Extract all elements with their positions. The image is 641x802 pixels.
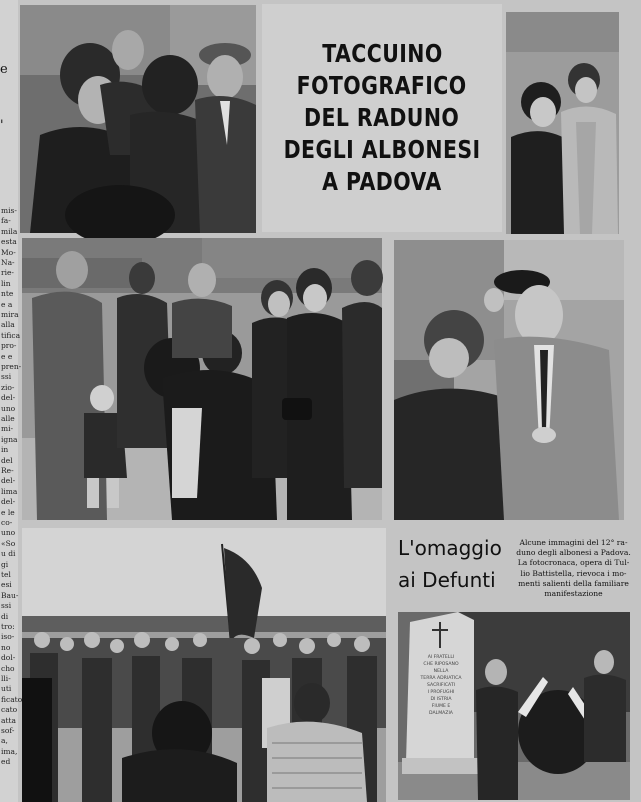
left-column-word: esi — [1, 580, 12, 590]
left-column-word: lli- — [1, 674, 11, 683]
caption-line-3: La fotocronaca, opera di Tul- — [517, 558, 630, 568]
left-column-word: iso- — [1, 632, 15, 642]
headline-block — [262, 4, 502, 232]
headline-line-5: A PADOVA — [322, 167, 442, 196]
left-column-word: cato — [1, 705, 18, 715]
photo-street-crowd — [22, 238, 382, 520]
left-column-word: del- — [1, 476, 16, 486]
left-column-word: Na- — [1, 258, 15, 267]
left-column-word: tel — [1, 570, 11, 579]
headline-line-1: TACCUINO — [321, 39, 443, 68]
left-column-word: ficato — [1, 694, 23, 704]
section-title — [398, 532, 516, 596]
left-column-word: atta — [1, 715, 16, 725]
left-column-word: «So — [1, 538, 16, 548]
left-column-word: Re- — [1, 466, 14, 475]
left-column-word: fa- — [1, 216, 11, 226]
left-column-word: igna — [1, 434, 18, 444]
left-column-word: lin — [1, 278, 11, 288]
photo-two-women — [506, 12, 619, 234]
left-column-word: e le — [1, 507, 15, 517]
left-column-word: lima — [1, 486, 18, 496]
photo-monument-wreath — [398, 612, 630, 800]
left-column-word: tro: — [1, 622, 15, 631]
left-column-word: uti — [1, 684, 12, 694]
left-column-word: co- — [1, 518, 13, 527]
edge-glyph: e — [0, 62, 8, 77]
headline-line-4: DEGLI ALBONESI — [283, 135, 481, 164]
left-column-word: ima, — [1, 746, 18, 756]
left-column-word: di — [1, 611, 9, 621]
caption-line-4: lio Battistella, rievoca i mo- — [520, 568, 627, 578]
left-column-word: uno — [1, 528, 16, 538]
left-column-word: in — [1, 445, 9, 455]
left-column-word: Bau- — [1, 590, 19, 600]
photo-caption — [516, 538, 631, 599]
photo-group-greeting — [20, 5, 256, 233]
left-column-word: rie- — [1, 268, 14, 278]
left-column-word: ed — [1, 757, 11, 767]
photo-man-tipping-hat — [394, 240, 624, 520]
section-title-line-2: ai Defunti — [398, 568, 496, 592]
left-column-word: e e — [1, 351, 13, 361]
left-column-word: del- — [1, 497, 16, 507]
left-column-word: nte — [1, 289, 14, 299]
left-column-word: alle — [1, 414, 15, 423]
left-column-word: u di — [1, 549, 16, 559]
monument-inscription: AI FRATELLI CHE RIPOSANO NELLA TERRA ADRIATICA SACRIFICATI I PROFUGHI DI ISTRIA FIUME E DALMAZIA — [420, 655, 462, 716]
left-column-word: del- — [1, 393, 16, 403]
left-column-word: alla — [1, 320, 15, 330]
left-column-word: pro- — [1, 341, 17, 351]
left-column-word: mila — [1, 226, 18, 236]
left-column-word: esta — [1, 237, 17, 247]
left-column-word: uno — [1, 403, 16, 413]
headline-line-2: FOTOGRAFICO — [297, 71, 467, 100]
left-column-word: ssi — [1, 372, 12, 382]
caption-line-5: menti salienti della familiare — [518, 578, 629, 588]
left-column-word: mira — [1, 310, 19, 319]
left-column-word: cho — [1, 663, 15, 673]
left-column-word: mis- — [1, 206, 17, 215]
left-column-word: ssi — [1, 601, 12, 611]
left-column-word: mi- — [1, 424, 14, 434]
headline-line-3: DEL RADUNO — [304, 103, 460, 132]
caption-line-6: manifestazione — [544, 589, 603, 599]
left-column-word: dol- — [1, 653, 16, 663]
left-column-word: gi — [1, 559, 9, 569]
left-column-word: e a — [1, 299, 13, 309]
left-column-word: zio- — [1, 382, 15, 392]
photo-flag-ceremony — [22, 528, 386, 802]
left-column-word: tifica — [1, 330, 21, 340]
left-column-word: a, — [1, 736, 8, 746]
left-column-word: Mo- — [1, 247, 16, 257]
left-column-word: pren- — [1, 362, 22, 371]
edge-glyph: ' — [0, 118, 4, 133]
caption-line-2: duno degli albonesi a Padova. — [516, 548, 631, 558]
left-column-word: sof- — [1, 726, 15, 735]
left-column-word: del — [1, 455, 13, 465]
left-column-word: no — [1, 642, 11, 652]
left-column-fragment — [0, 0, 23, 802]
caption-line-1: Alcune immagini del 12° ra- — [519, 538, 628, 547]
section-title-line-1: L'omaggio — [398, 536, 502, 560]
